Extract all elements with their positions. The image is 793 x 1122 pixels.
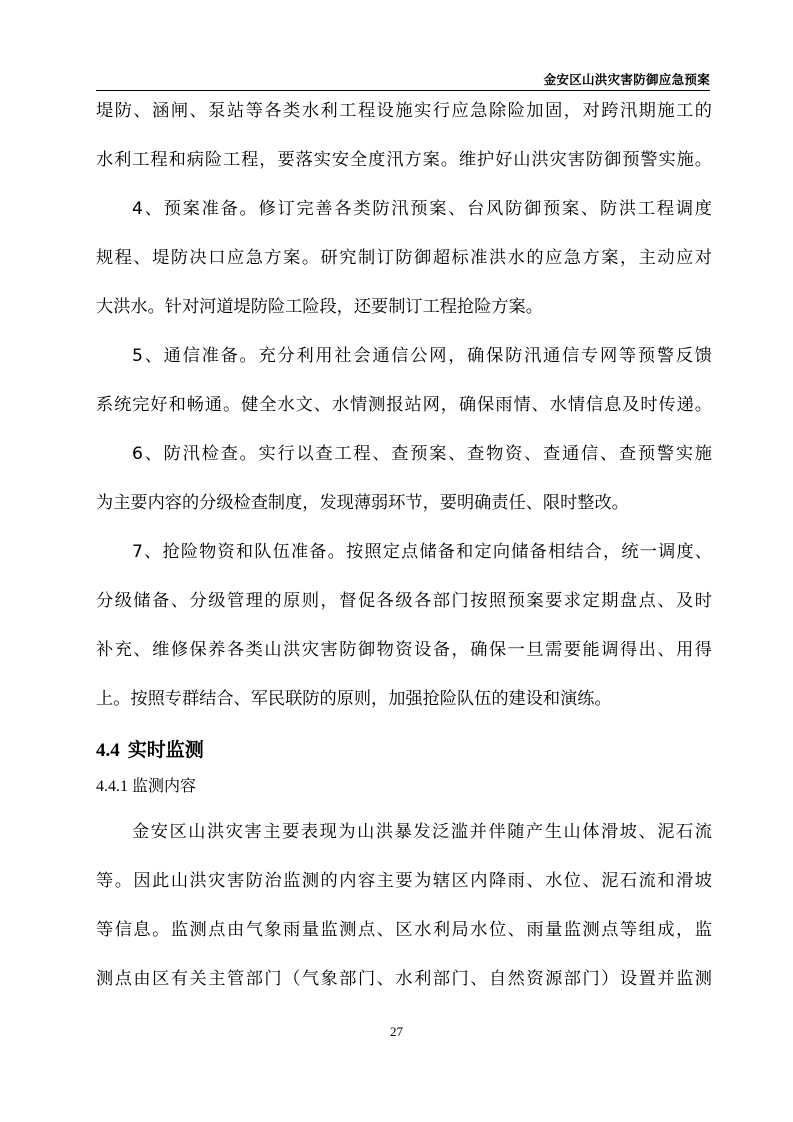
page-number: 27 <box>390 1024 403 1039</box>
paragraph-item-7-start: 7、抢险物资和队伍准备。按照定点储备和定向储备相结合，统一调度、 <box>132 542 712 562</box>
text-line: 上。按照专群结合、军民联防的原则，加强抢险队伍的建设和演练。 <box>96 689 612 709</box>
text-line: 为主要内容的分级检查制度，发现薄弱环节，要明确责任、限时整改。 <box>96 493 629 513</box>
subsection-number: 4.4.1 <box>96 778 128 795</box>
header-title: 金安区山洪灾害防御应急预案 <box>543 72 710 87</box>
text-line: 等信息。监测点由气象雨量监测点、区水利局水位、雨量监测点等组成，监 <box>96 920 712 940</box>
text-line: 水利工程和病险工程，要落实安全度汛方案。维护好山洪灾害防御预警实施。 <box>96 150 712 170</box>
text-line: 系统完好和畅通。健全水文、水情测报站网，确保雨情、水情信息及时传递。 <box>96 395 712 415</box>
text-line: 测点由区有关主管部门（气象部门、水利部门、自然资源部门）设置并监测 <box>96 969 712 989</box>
paragraph-item-4-start: 4、预案准备。修订完善各类防汛预案、台风防御预案、防洪工程调度 <box>132 199 712 219</box>
text-line: 补充、维修保养各类山洪灾害防御物资设备，确保一旦需要能调得出、用得 <box>96 640 712 660</box>
section-number: 4.4 <box>96 740 120 761</box>
paragraph-item-5-start: 5、通信准备。充分利用社会通信公网，确保防汛通信专网等预警反馈 <box>132 346 712 366</box>
text-line: 分级储备、分级管理的原则，督促各级各部门按照预案要求定期盘点、及时 <box>96 591 712 611</box>
section-heading-4-4 <box>96 733 712 773</box>
text-line: 堤防、涵闸、泵站等各类水利工程设施实行应急除险加固，对跨汛期施工的 <box>96 101 712 121</box>
page-header <box>96 68 710 91</box>
text-line: 等。因此山洪灾害防治监测的内容主要为辖区内降雨、水位、泥石流和滑坡 <box>96 871 712 891</box>
subsection-heading-4-4-1 <box>96 773 712 817</box>
text-line: 规程、堤防决口应急方案。研究制订防御超标准洪水的应急方案，主动应对 <box>96 248 712 268</box>
text-line: 大洪水。针对河道堤防险工险段，还要制订工程抢险方案。 <box>96 297 543 317</box>
paragraph-item-6-start: 6、防汛检查。实行以查工程、查预案、查物资、查通信、查预警实施 <box>132 444 712 464</box>
paragraph-monitoring-start: 金安区山洪灾害主要表现为山洪暴发泛滥并伴随产生山体滑坡、泥石流 <box>132 822 712 842</box>
section-title: 实时监测 <box>127 739 204 761</box>
document-body <box>96 96 712 1013</box>
subsection-title: 监测内容 <box>132 776 197 795</box>
